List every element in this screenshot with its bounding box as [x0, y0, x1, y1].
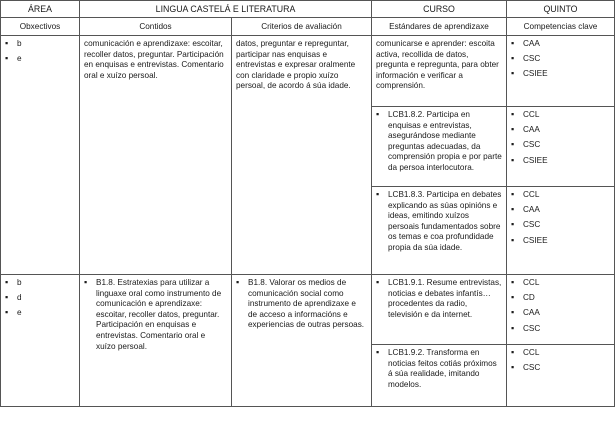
- standard-cell: [372, 187, 507, 275]
- competence-item: ▪ CSIEE: [511, 236, 610, 247]
- competence-item: ▪ CCL: [511, 110, 610, 121]
- standards-header: Estándares de aprendizaxe: [372, 18, 507, 36]
- competence-item: ▪ CAA: [511, 308, 610, 319]
- contents-cell: [80, 36, 232, 275]
- competence-item: ▪ CCL: [511, 348, 610, 359]
- course-value: QUINTO: [507, 1, 615, 18]
- criteria-cell: [232, 36, 372, 275]
- criteria-text: ▪ B1.8. Valorar os medios de comunicación social como instrumento de aprendizaxe e de acceso a informacións e experiencias de outras persoas.: [236, 278, 367, 331]
- competence-item: ▪ CSIEE: [511, 156, 610, 167]
- criteria-text: datos, preguntar e repreguntar, participar nas enquisas e entrevistas e expresar oralmente con claridade e propio xuízo persoal, de acordo á súa idade.: [236, 39, 356, 91]
- standard-text: ▪ LCB1.9.1. Resume entrevistas, noticias e debates infantís… procedentes da radio, televisión e da internet.: [376, 278, 502, 320]
- standard-text: ▪ LCB1.8.2. Participa en enquisas e entrevistas, asegurándose mediante preguntas adecuadas, da comprensión propia e por parte da persoa interlocutora.: [376, 110, 502, 174]
- objective-item: ▪ d: [5, 293, 75, 304]
- standard-cell: [372, 345, 507, 407]
- competence-item: ▪ CAA: [511, 205, 610, 216]
- competence-item: ▪ CAA: [511, 125, 610, 136]
- competences-cell: [507, 107, 615, 187]
- objective-item: ▪ b: [5, 39, 75, 50]
- subject-title: LINGUA CASTELÁ E LITERATURA: [80, 1, 372, 18]
- standard-cell: [372, 275, 507, 345]
- standard-text: comunicarse e aprender: escoita activa, recollida de datos, pregunta e repregunta, para obter información e verificar a comprensión.: [376, 39, 499, 91]
- standard-cell: [372, 107, 507, 187]
- competence-item: ▪ CSIEE: [511, 69, 610, 80]
- objectives-cell: [1, 275, 80, 407]
- contents-text: Participación en enquisas e entrevistas. Comentario oral e xuízo persoal.: [96, 320, 206, 351]
- competence-item: ▪ CAA: [511, 39, 610, 50]
- contents-header: Contidos: [80, 18, 232, 36]
- competences-cell: [507, 345, 615, 407]
- competence-item: ▪ CSC: [511, 54, 610, 65]
- objective-item: ▪ e: [5, 54, 75, 65]
- table-row: [1, 36, 615, 107]
- standard-cell: [372, 36, 507, 107]
- column-header-row: [1, 18, 615, 36]
- criteria-header: Criterios de avaliación: [232, 18, 372, 36]
- contents-text: ▪ B1.8. Estratexias para utilizar a linguaxe oral como instrumento de comunicación e aprendizaxe: escoitar, recoller datos, preguntar.: [84, 278, 227, 320]
- competence-item: ▪ CCL: [511, 190, 610, 201]
- competence-item: ▪ CD: [511, 293, 610, 304]
- contents-text: comunicación e aprendizaxe: escoitar, recoller datos, preguntar. Participación en enquisas e entrevistas. Comentario oral e xuízo persoal.: [84, 39, 224, 80]
- objective-item: ▪ e: [5, 308, 75, 319]
- header-row: [1, 1, 615, 18]
- contents-cell: [80, 275, 232, 407]
- course-label: CURSO: [372, 1, 507, 18]
- competence-item: ▪ CSC: [511, 140, 610, 151]
- objectives-cell: [1, 36, 80, 275]
- competences-cell: [507, 187, 615, 275]
- competences-cell: [507, 36, 615, 107]
- competence-item: ▪ CSC: [511, 324, 610, 335]
- competences-cell: [507, 275, 615, 345]
- standard-text: ▪ LCB1.9.2. Transforma en noticias feitos cotiás próximos á súa realidade, imitando modelos.: [376, 348, 502, 390]
- criteria-cell: [232, 275, 372, 407]
- area-label: ÁREA: [1, 1, 80, 18]
- standard-text: ▪ LCB1.8.3. Participa en debates explicando as súas opinións e ideas, emitindo xuízos persoais fundamentados sobre os temas e coa profundidade propia da súa idade.: [376, 190, 502, 254]
- objective-item: ▪ b: [5, 278, 75, 289]
- table-row: [1, 275, 615, 345]
- objectives-header: Obxectivos: [1, 18, 80, 36]
- competences-header: Competencias clave: [507, 18, 615, 36]
- competence-item: ▪ CCL: [511, 278, 610, 289]
- competence-item: ▪ CSC: [511, 363, 610, 374]
- competence-item: ▪ CSC: [511, 220, 610, 231]
